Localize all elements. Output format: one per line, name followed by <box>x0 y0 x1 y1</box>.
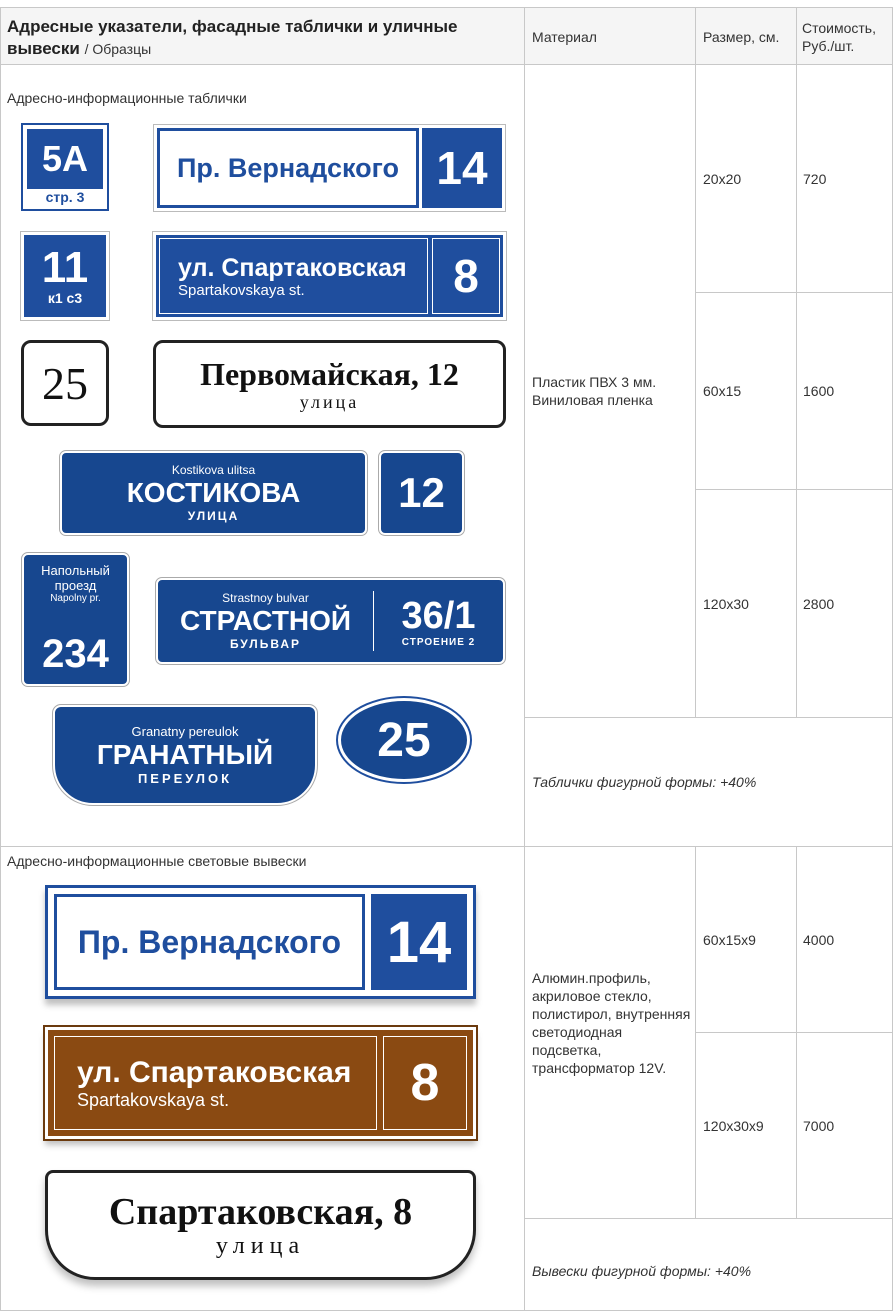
sign-5a-sub: стр. 3 <box>45 189 85 205</box>
s2-price-cell-1 <box>796 846 893 1033</box>
sign-granatny-sub: ПЕРЕУЛОК <box>137 771 233 786</box>
s1-price-cell-2 <box>796 292 893 490</box>
sign-strastnoy-name: СТРАСТНОЙ <box>179 605 352 636</box>
col-price-label: Стоимость, Руб./шт. <box>802 20 876 54</box>
page-title: Адресные указатели, фасадные таблички и уличные вывески / Образцы <box>7 17 458 58</box>
sign-spartakovskaya-name: ул. Спартаковская <box>178 253 407 282</box>
s2-size-2: 120x30x9 <box>703 1118 764 1134</box>
sign-pervomayskaya <box>153 340 506 428</box>
light-sign-vernadskogo-num: 14 <box>386 909 452 975</box>
header-price-cell <box>796 7 893 65</box>
sign-pervomayskaya-sub: улица <box>299 391 360 412</box>
sign-25-ornate <box>21 340 109 426</box>
s2-size-1: 60x15x9 <box>703 932 756 948</box>
sign-napolny-num: 234 <box>42 632 109 676</box>
sign-vernadskogo <box>153 124 506 212</box>
sign-granatny-name: ГРАНАТНЫЙ <box>96 739 274 770</box>
sign-12 <box>379 451 464 535</box>
sign-25-oval-num: 25 <box>377 713 431 767</box>
light-sign-spartakovskaya-ornate <box>45 1170 476 1280</box>
sign-strastnoy-num: 36/1 <box>401 594 476 637</box>
sign-11 <box>21 232 109 320</box>
col-size-label: Размер, см. <box>703 29 780 45</box>
sign-granatny-latin: Granatny pereulok <box>131 724 239 739</box>
sign-strastnoy-latin: Strastnoy bulvar <box>222 591 309 605</box>
light-sign-ornate-name: Спартаковская, 8 <box>108 1190 413 1233</box>
col-material-label: Материал <box>532 29 597 45</box>
s1-size-cell-3 <box>695 489 797 718</box>
light-sign-vernadskogo <box>45 885 476 999</box>
sign-spartakovskaya-latin: Spartakovskaya st. <box>178 281 305 299</box>
s1-note-cell <box>524 717 893 847</box>
section2-material-cell <box>524 846 696 1219</box>
light-sign-spartakovskaya <box>45 1027 476 1139</box>
sign-pervomayskaya-name: Первомайская, 12 <box>200 355 459 392</box>
section1-title: Адресно-информационные таблички <box>7 90 247 106</box>
sign-granatny <box>53 705 317 805</box>
s1-size-3: 120x30 <box>703 596 749 612</box>
light-sign-spartakovskaya-num: 8 <box>410 1054 440 1112</box>
sign-vernadskogo-name: Пр. Вернадского <box>176 152 400 183</box>
light-sign-ornate-sub: улица <box>215 1232 306 1259</box>
sign-kostikova-latin: Kostikova ulitsa <box>171 463 256 477</box>
s2-note-cell <box>524 1218 893 1311</box>
section2-title: Адресно-информационные световые вывески <box>7 853 307 869</box>
sign-12-num: 12 <box>398 469 445 516</box>
sign-napolny <box>22 553 129 686</box>
s1-price-3: 2800 <box>803 596 835 612</box>
s2-price-cell-2 <box>796 1032 893 1219</box>
s1-note: Таблички фигурной формы: +40% <box>532 774 757 790</box>
header-title-cell <box>0 7 525 65</box>
sign-5a <box>21 123 109 211</box>
s1-price-cell-1 <box>796 64 893 293</box>
sign-strastnoy-num-sub: СТРОЕНИЕ 2 <box>401 636 476 648</box>
sign-kostikova-name: КОСТИКОВА <box>126 477 301 508</box>
sign-25-oval <box>338 698 470 782</box>
s1-price-2: 1600 <box>803 383 835 399</box>
light-sign-spartakovskaya-latin: Spartakovskaya st. <box>77 1089 230 1110</box>
s1-price-1: 720 <box>803 171 827 187</box>
s1-size-cell-2 <box>695 292 797 490</box>
s2-price-1: 4000 <box>803 932 835 948</box>
sign-kostikova-sub: УЛИЦА <box>187 509 240 523</box>
sign-strastnoy-sub: БУЛЬВАР <box>229 637 302 651</box>
header-size-cell <box>695 7 797 65</box>
s1-size-cell-1 <box>695 64 797 293</box>
section1-material-cell <box>524 64 696 718</box>
s2-price-2: 7000 <box>803 1118 835 1134</box>
sign-11-sub: к1 с3 <box>47 290 83 306</box>
sign-napolny-name: Напольный проезд <box>41 563 110 593</box>
section1-material: Пластик ПВХ 3 мм. Виниловая пленка <box>532 374 657 408</box>
s1-price-cell-3 <box>796 489 893 718</box>
sign-25-ornate-num: 25 <box>42 357 88 409</box>
sign-11-number: 11 <box>41 243 89 292</box>
section2-material: Алюмин.профиль, акриловое стекло, полистирол, внутренняя светодиодная подсветка, трансформатор 12V. <box>532 970 691 1076</box>
light-sign-vernadskogo-name: Пр. Вернадского <box>77 923 342 960</box>
s2-size-cell-2 <box>695 1032 797 1219</box>
light-sign-spartakovskaya-name: ул. Спартаковская <box>77 1055 352 1089</box>
s1-size-1: 20x20 <box>703 171 742 187</box>
header-material-cell <box>524 7 696 65</box>
sign-strastnoy <box>156 578 505 664</box>
sign-napolny-latin: Napolny pr. <box>50 593 101 604</box>
sign-5a-number: 5А <box>41 138 89 179</box>
s1-size-2: 60x15 <box>703 383 742 399</box>
sign-spartakovskaya-num: 8 <box>453 250 479 302</box>
sign-vernadskogo-num: 14 <box>436 142 488 194</box>
s2-note: Вывески фигурной формы: +40% <box>532 1263 752 1279</box>
breadcrumb[interactable]: / Образцы <box>84 41 152 57</box>
sign-kostikova <box>60 451 367 535</box>
sign-spartakovskaya <box>153 232 506 320</box>
s2-size-cell-1 <box>695 846 797 1033</box>
